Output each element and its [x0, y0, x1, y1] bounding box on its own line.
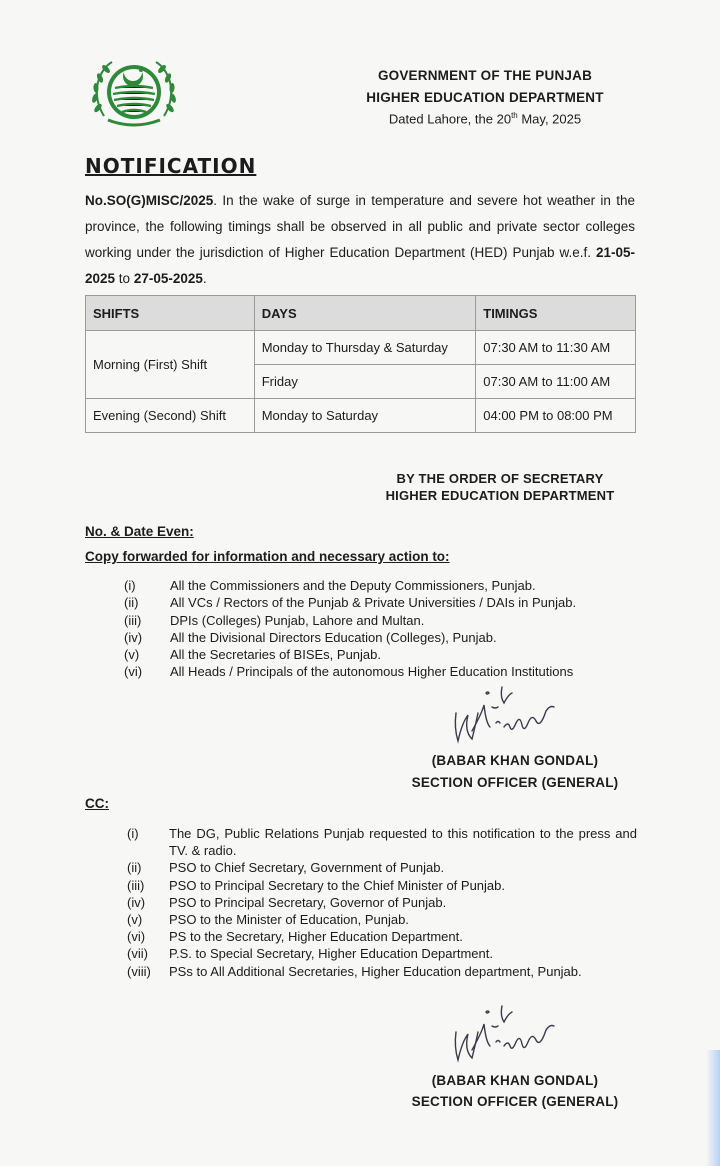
order-line-department: HIGHER EDUCATION DEPARTMENT — [385, 488, 615, 503]
notification-body: No.SO(G)MISC/2025. In the wake of surge in temperature and severe hot weather in the province, the following timings shall be observed in all public and private sector colleges working under the jurisdiction of Higher Education Department (HED) Punjab w.e.f. 21-05-2025 to 27-05-2025. — [85, 193, 635, 286]
column-header-days: DAYS — [254, 296, 476, 331]
header-government: GOVERNMENT OF THE PUNJAB — [377, 68, 593, 83]
list-item: (i) The DG, Public Relations Punjab requested to this notification to the press and TV. & radio. — [127, 826, 637, 859]
signatory-title: SECTION OFFICER (GENERAL) — [411, 775, 619, 790]
signatory-name: (BABAR KHAN GONDAL) — [431, 753, 599, 768]
days-cell: Monday to Saturday — [254, 399, 476, 433]
cc-list — [127, 825, 637, 980]
days-cell: Friday — [254, 365, 476, 399]
timing-cell: 07:30 AM to 11:30 AM — [476, 331, 636, 365]
list-item: (v) All the Secretaries of BISEs, Punjab. — [124, 647, 381, 663]
timings-table — [85, 295, 636, 433]
list-item: (iii) PSO to Principal Secretary to the Chief Minister of Punjab. — [127, 877, 505, 893]
handwritten-signature-icon — [442, 683, 567, 748]
order-line-secretary: BY THE ORDER OF SECRETARY — [396, 471, 604, 486]
screen-edge-glow — [706, 1050, 720, 1166]
list-item: (iv) All the Divisional Directors Education (Colleges), Punjab. — [124, 629, 497, 645]
list-item: (iv) PSO to Principal Secretary, Governor of Punjab. — [127, 894, 447, 910]
list-item: (i) All the Commissioners and the Deputy Commissioners, Punjab. — [124, 578, 536, 593]
recipients-list — [124, 577, 576, 681]
list-item: (v) PSO to the Minister of Education, Punjab. — [127, 912, 409, 928]
signatory-title: SECTION OFFICER (GENERAL) — [411, 1094, 619, 1109]
list-item: (vi) All Heads / Principals of the autonomous Higher Education Institutions — [124, 664, 574, 680]
timing-cell: 04:00 PM to 08:00 PM — [476, 399, 636, 433]
column-header-timings: TIMINGS — [476, 296, 636, 331]
punjab-government-logo-icon — [88, 56, 180, 128]
list-item: (ii) All VCs / Rectors of the Punjab & Private Universities / DAIs in Punjab. — [124, 595, 577, 611]
table-row — [86, 331, 636, 365]
cc-heading: CC: — [85, 796, 109, 811]
reference-number: No.SO(G)MISC/2025 — [85, 193, 214, 208]
list-item: (iii) DPIs (Colleges) Punjab, Lahore and Multan. — [124, 612, 425, 628]
notification-title: NOTIFICATION — [85, 154, 257, 178]
days-cell: Monday to Thursday & Saturday — [254, 331, 476, 365]
table-row — [86, 399, 636, 433]
list-item: (ii) PSO to Chief Secretary, Government of Punjab. — [127, 860, 445, 876]
column-header-shifts: SHIFTS — [86, 296, 255, 331]
no-and-date-heading: No. & Date Even: — [85, 524, 194, 539]
list-item: (vi) PS to the Secretary, Higher Education Department. — [127, 929, 463, 945]
list-item: (vii) P.S. to Special Secretary, Higher Education Department. — [127, 946, 493, 962]
signatory-name: (BABAR KHAN GONDAL) — [431, 1073, 599, 1088]
header-date: Dated Lahore, the 20th May, 2025 — [388, 111, 582, 127]
handwritten-signature-icon — [442, 1002, 567, 1067]
copy-forwarded-heading: Copy forwarded for information and necessary action to: — [85, 549, 450, 564]
header-department: HIGHER EDUCATION DEPARTMENT — [366, 90, 604, 105]
list-item: (viii) PSs to All Additional Secretaries, Higher Education department, Punjab. — [127, 963, 582, 979]
timing-cell: 07:30 AM to 11:00 AM — [476, 365, 636, 399]
shift-cell: Morning (First) Shift — [86, 331, 255, 399]
shift-cell: Evening (Second) Shift — [86, 399, 255, 433]
table-header-row — [86, 296, 636, 331]
